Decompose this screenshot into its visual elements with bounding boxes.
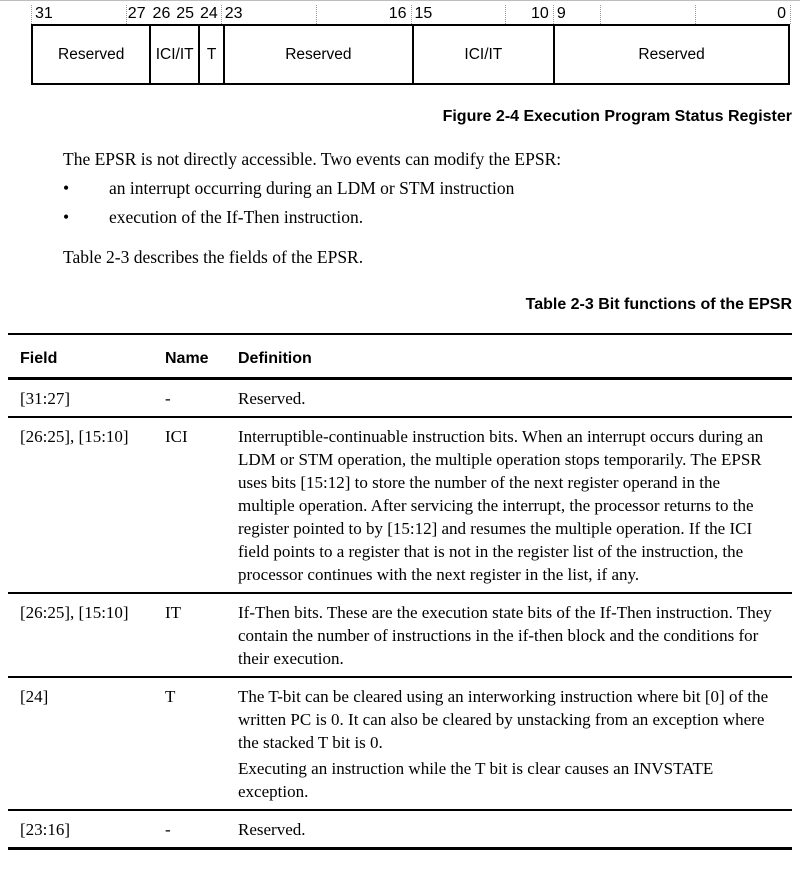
figure-caption: Figure 2-4 Execution Program Status Register [442, 108, 792, 125]
definition-paragraph: Reserved. [238, 389, 306, 408]
bullet-marker: • [63, 207, 70, 227]
bullet-text: execution of the If-Then instruction. [109, 207, 364, 227]
name-cell: - [165, 820, 171, 839]
name-cell: IT [165, 603, 182, 622]
bit-tick [316, 5, 317, 24]
register-field-cell: Reserved [58, 45, 125, 63]
bullet-text: an interrupt occurring during an LDM or STM instruction [109, 178, 515, 198]
field-cell: [31:27] [20, 389, 71, 408]
field-cell: [23:16] [20, 820, 71, 839]
definition-paragraph: Executing an instruction while the T bit is clear causes an INVSTATE exception. [238, 759, 714, 801]
intro-paragraph: The EPSR is not directly accessible. Two events can modify the EPSR: [63, 149, 562, 169]
register-field-cell: T [198, 26, 223, 83]
bit-tick [553, 5, 554, 24]
bullet-item [63, 179, 770, 198]
table-row [8, 418, 792, 594]
register-field-cell: Reserved [553, 26, 788, 83]
bit-tick [221, 5, 222, 24]
name-cell: ICI [165, 427, 188, 446]
table-header-row [8, 333, 792, 380]
table-caption: Table 2-3 Bit functions of the EPSR [525, 296, 792, 313]
field-cell: [26:25], [15:10] [20, 427, 129, 446]
column-header-definition: Definition [238, 350, 312, 367]
register-field-cell: ICI/IT [412, 26, 554, 83]
bit-tick [505, 5, 506, 24]
bit-number-label: 27 [127, 5, 146, 22]
definition-paragraph: If-Then bits. These are the execution state bits of the If-Then instruction. They contain the number of instructions in the if-then block and the conditions for their execution. [238, 603, 772, 668]
bullet-item [63, 208, 770, 227]
bit-tick [695, 5, 696, 24]
bit-number-label: 31 [35, 5, 53, 22]
register-fields [31, 24, 790, 85]
register-diagram [31, 3, 790, 85]
table-row [8, 380, 792, 418]
table-row [8, 811, 792, 850]
definition-paragraph: The T-bit can be cleared using an interworking instruction where bit [0] of the written PC is 0. It can also be cleared by unstacking from an exception where the stacked T bit is 0. [238, 687, 769, 752]
bit-number-label: 25 [176, 5, 195, 22]
definition-paragraph: Reserved. [238, 820, 306, 839]
bit-number-label: 16 [388, 5, 407, 22]
definition-cell [226, 425, 792, 586]
bit-tick [126, 5, 127, 24]
table-row [8, 594, 792, 678]
epsr-table [8, 333, 792, 850]
definition-paragraph: Interruptible-continuable instruction bits. When an interrupt occurs during an LDM or STM operation, the multiple operation stops temporarily. The EPSR uses bits [15:12] to store the number of the next register operand in the multiple operation. After servicing the interrupt, the processor returns to the register pointed to by [15:12] and resumes the multiple operation. If the ICI field points to a register that is not in the register list of the instruction, the processor continues with the next register in the list, if any. [238, 427, 764, 584]
bit-tick [31, 5, 32, 24]
register-field-cell: ICI/IT [149, 26, 198, 83]
bit-number-label: 10 [531, 5, 549, 22]
name-cell: T [165, 687, 176, 706]
field-cell: [24] [20, 687, 49, 706]
bit-number-label: 24 [199, 5, 218, 22]
name-cell: - [165, 389, 171, 408]
bullet-marker: • [63, 178, 70, 198]
column-header-field: Field [20, 350, 58, 367]
bit-tick [600, 5, 601, 24]
column-header-name: Name [165, 350, 209, 367]
bit-number-label: 23 [224, 5, 243, 22]
definition-cell [226, 818, 792, 841]
definition-cell [226, 685, 792, 803]
bit-number-label: 26 [152, 5, 171, 22]
bit-number-label: 9 [556, 5, 566, 22]
table-reference-paragraph: Table 2-3 describes the fields of the EPSR. [63, 247, 364, 267]
bit-number-label: 15 [414, 5, 433, 22]
bit-number-label: 0 [777, 5, 786, 22]
bit-tick [790, 5, 791, 24]
definition-cell [226, 387, 792, 410]
table-row [8, 678, 792, 811]
bit-tick [411, 5, 412, 24]
definition-cell [226, 601, 792, 670]
bit-number-row [31, 3, 790, 24]
register-field-cell: Reserved [223, 26, 411, 83]
field-cell: [26:25], [15:10] [20, 603, 129, 622]
